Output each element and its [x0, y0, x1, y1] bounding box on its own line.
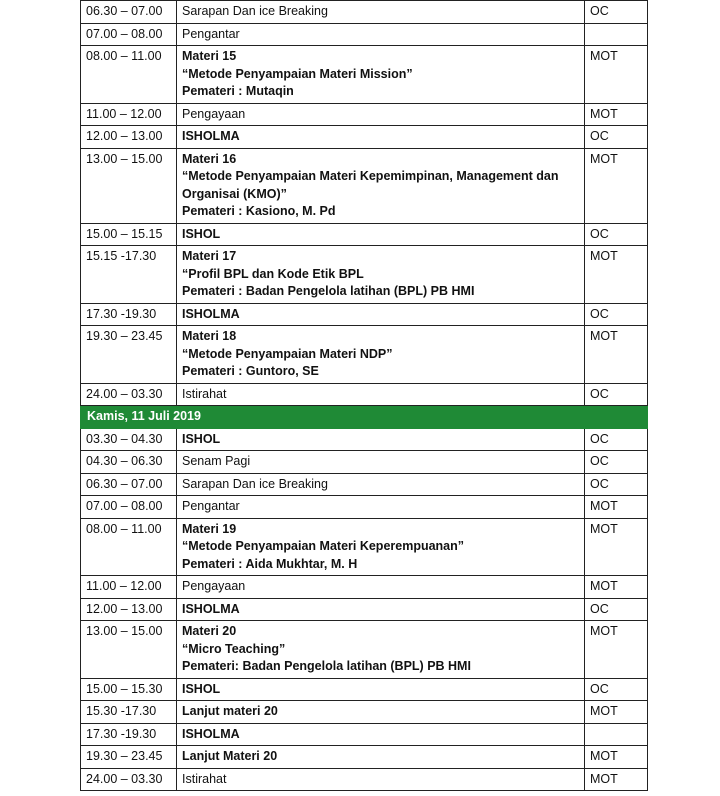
activity-line: ISHOL: [182, 681, 221, 696]
schedule-row: [81, 518, 648, 576]
activity-line: Pengantar: [182, 499, 240, 513]
schedule-row: [81, 723, 648, 746]
activity-cell: [177, 383, 585, 406]
time-cell: 03.30 – 04.30: [81, 428, 177, 451]
activity-cell: [177, 746, 585, 769]
activity-line: “Metode Penyampaian Materi Kepemimpinan, Management dan Organisai (KMO)”: [182, 169, 559, 201]
schedule-row: [81, 678, 648, 701]
time-cell: 17.30 -19.30: [81, 303, 177, 326]
activity-cell: [177, 768, 585, 791]
pic-cell: OC: [585, 383, 648, 406]
activity-cell: [177, 518, 585, 576]
activity-line: “Metode Penyampaian Materi Keperempuanan”: [182, 539, 465, 553]
schedule-row: [81, 576, 648, 599]
time-cell: 13.00 – 15.00: [81, 621, 177, 679]
day-header: Kamis, 11 Juli 2019: [81, 406, 648, 429]
time-cell: 04.30 – 06.30: [81, 451, 177, 474]
time-cell: 17.30 -19.30: [81, 723, 177, 746]
pic-cell: MOT: [585, 621, 648, 679]
time-cell: 24.00 – 03.30: [81, 383, 177, 406]
schedule-row: [81, 1, 648, 24]
pic-cell: OC: [585, 303, 648, 326]
time-cell: 07.00 – 08.00: [81, 23, 177, 46]
activity-cell: [177, 473, 585, 496]
activity-line: Materi 15: [182, 49, 237, 63]
pic-cell: OC: [585, 223, 648, 246]
activity-line: Senam Pagi: [182, 454, 251, 468]
time-cell: 15.15 -17.30: [81, 246, 177, 304]
time-cell: 08.00 – 11.00: [81, 46, 177, 104]
schedule-block-thursday: [81, 428, 648, 791]
schedule-row: [81, 383, 648, 406]
day-header-row: [81, 406, 648, 429]
time-cell: 07.00 – 08.00: [81, 496, 177, 519]
activity-line: “Metode Penyampaian Materi NDP”: [182, 346, 393, 361]
pic-cell: MOT: [585, 46, 648, 104]
activity-line: Pemateri : Kasiono, M. Pd: [182, 204, 336, 218]
activity-line: Pemateri : Aida Mukhtar, M. H: [182, 556, 358, 571]
schedule-row: [81, 126, 648, 149]
pic-cell: MOT: [585, 576, 648, 599]
activity-cell: [177, 496, 585, 519]
time-cell: 15.00 – 15.30: [81, 678, 177, 701]
schedule-row: [81, 326, 648, 384]
activity-cell: [177, 598, 585, 621]
schedule-row: [81, 303, 648, 326]
time-cell: 19.30 – 23.45: [81, 326, 177, 384]
activity-line: Sarapan Dan ice Breaking: [182, 476, 328, 491]
activity-cell: [177, 678, 585, 701]
activity-cell: [177, 46, 585, 104]
pic-cell: MOT: [585, 148, 648, 223]
activity-cell: [177, 23, 585, 46]
activity-line: ISHOL: [182, 226, 221, 241]
pic-cell: MOT: [585, 746, 648, 769]
pic-cell: [585, 23, 648, 46]
schedule-row: [81, 701, 648, 724]
pic-cell: OC: [585, 473, 648, 496]
pic-cell: OC: [585, 126, 648, 149]
activity-line: Pemateri : Mutaqin: [182, 84, 294, 98]
schedule-row: [81, 621, 648, 679]
time-cell: 08.00 – 11.00: [81, 518, 177, 576]
activity-line: Pengayaan: [182, 579, 246, 593]
activity-cell: [177, 701, 585, 724]
time-cell: 15.30 -17.30: [81, 701, 177, 724]
activity-cell: [177, 246, 585, 304]
time-cell: 12.00 – 13.00: [81, 598, 177, 621]
activity-line: Istirahat: [182, 386, 227, 401]
activity-line: Pemateri : Badan Pengelola latihan (BPL) PB HMI: [182, 284, 475, 298]
pic-cell: MOT: [585, 496, 648, 519]
activity-line: Lanjut Materi 20: [182, 749, 278, 763]
activity-line: ISHOLMA: [182, 129, 240, 143]
activity-line: ISHOLMA: [182, 306, 240, 321]
pic-cell: MOT: [585, 701, 648, 724]
activity-line: Materi 16: [182, 151, 237, 166]
pic-cell: MOT: [585, 326, 648, 384]
activity-line: Pemateri: Badan Pengelola latihan (BPL) PB HMI: [182, 659, 471, 673]
schedule-row: [81, 103, 648, 126]
activity-line: Pengayaan: [182, 106, 246, 121]
pic-cell: MOT: [585, 103, 648, 126]
schedule-row: [81, 451, 648, 474]
time-cell: 11.00 – 12.00: [81, 103, 177, 126]
schedule-row: [81, 768, 648, 791]
schedule-row: [81, 746, 648, 769]
schedule-row: [81, 598, 648, 621]
activity-line: Pengantar: [182, 26, 240, 41]
activity-line: Materi 18: [182, 329, 237, 343]
activity-line: Materi 20: [182, 624, 237, 638]
activity-cell: [177, 723, 585, 746]
activity-line: Sarapan Dan ice Breaking: [182, 4, 328, 18]
activity-line: Lanjut materi 20: [182, 704, 278, 718]
time-cell: 24.00 – 03.30: [81, 768, 177, 791]
activity-cell: [177, 428, 585, 451]
activity-line: Materi 19: [182, 521, 237, 536]
time-cell: 19.30 – 23.45: [81, 746, 177, 769]
schedule-row: [81, 473, 648, 496]
activity-cell: [177, 326, 585, 384]
pic-cell: OC: [585, 598, 648, 621]
activity-line: Materi 17: [182, 249, 237, 263]
pic-cell: OC: [585, 428, 648, 451]
activity-cell: [177, 451, 585, 474]
activity-line: Istirahat: [182, 771, 227, 786]
pic-cell: MOT: [585, 518, 648, 576]
pic-cell: OC: [585, 1, 648, 24]
schedule-table: [80, 0, 648, 791]
activity-line: Pemateri : Guntoro, SE: [182, 364, 319, 378]
activity-line: ISHOL: [182, 431, 221, 446]
pic-cell: MOT: [585, 246, 648, 304]
activity-line: ISHOLMA: [182, 726, 240, 741]
activity-line: “Micro Teaching”: [182, 641, 286, 656]
activity-cell: [177, 1, 585, 24]
activity-line: “Profil BPL dan Kode Etik BPL: [182, 266, 364, 281]
pic-cell: OC: [585, 678, 648, 701]
activity-cell: [177, 303, 585, 326]
activity-line: ISHOLMA: [182, 601, 240, 616]
schedule-row: [81, 246, 648, 304]
activity-cell: [177, 103, 585, 126]
schedule-block-wednesday: [81, 1, 648, 406]
activity-cell: [177, 223, 585, 246]
schedule-row: [81, 496, 648, 519]
activity-cell: [177, 621, 585, 679]
activity-cell: [177, 126, 585, 149]
time-cell: 13.00 – 15.00: [81, 148, 177, 223]
schedule-row: [81, 46, 648, 104]
time-cell: 11.00 – 12.00: [81, 576, 177, 599]
schedule-row: [81, 428, 648, 451]
pic-cell: [585, 723, 648, 746]
schedule-row: [81, 148, 648, 223]
time-cell: 15.00 – 15.15: [81, 223, 177, 246]
time-cell: 06.30 – 07.00: [81, 473, 177, 496]
pic-cell: MOT: [585, 768, 648, 791]
day-header-section: [81, 406, 648, 429]
time-cell: 06.30 – 07.00: [81, 1, 177, 24]
schedule-row: [81, 223, 648, 246]
activity-line: “Metode Penyampaian Materi Mission”: [182, 66, 413, 81]
activity-cell: [177, 576, 585, 599]
schedule-row: [81, 23, 648, 46]
activity-cell: [177, 148, 585, 223]
time-cell: 12.00 – 13.00: [81, 126, 177, 149]
pic-cell: OC: [585, 451, 648, 474]
